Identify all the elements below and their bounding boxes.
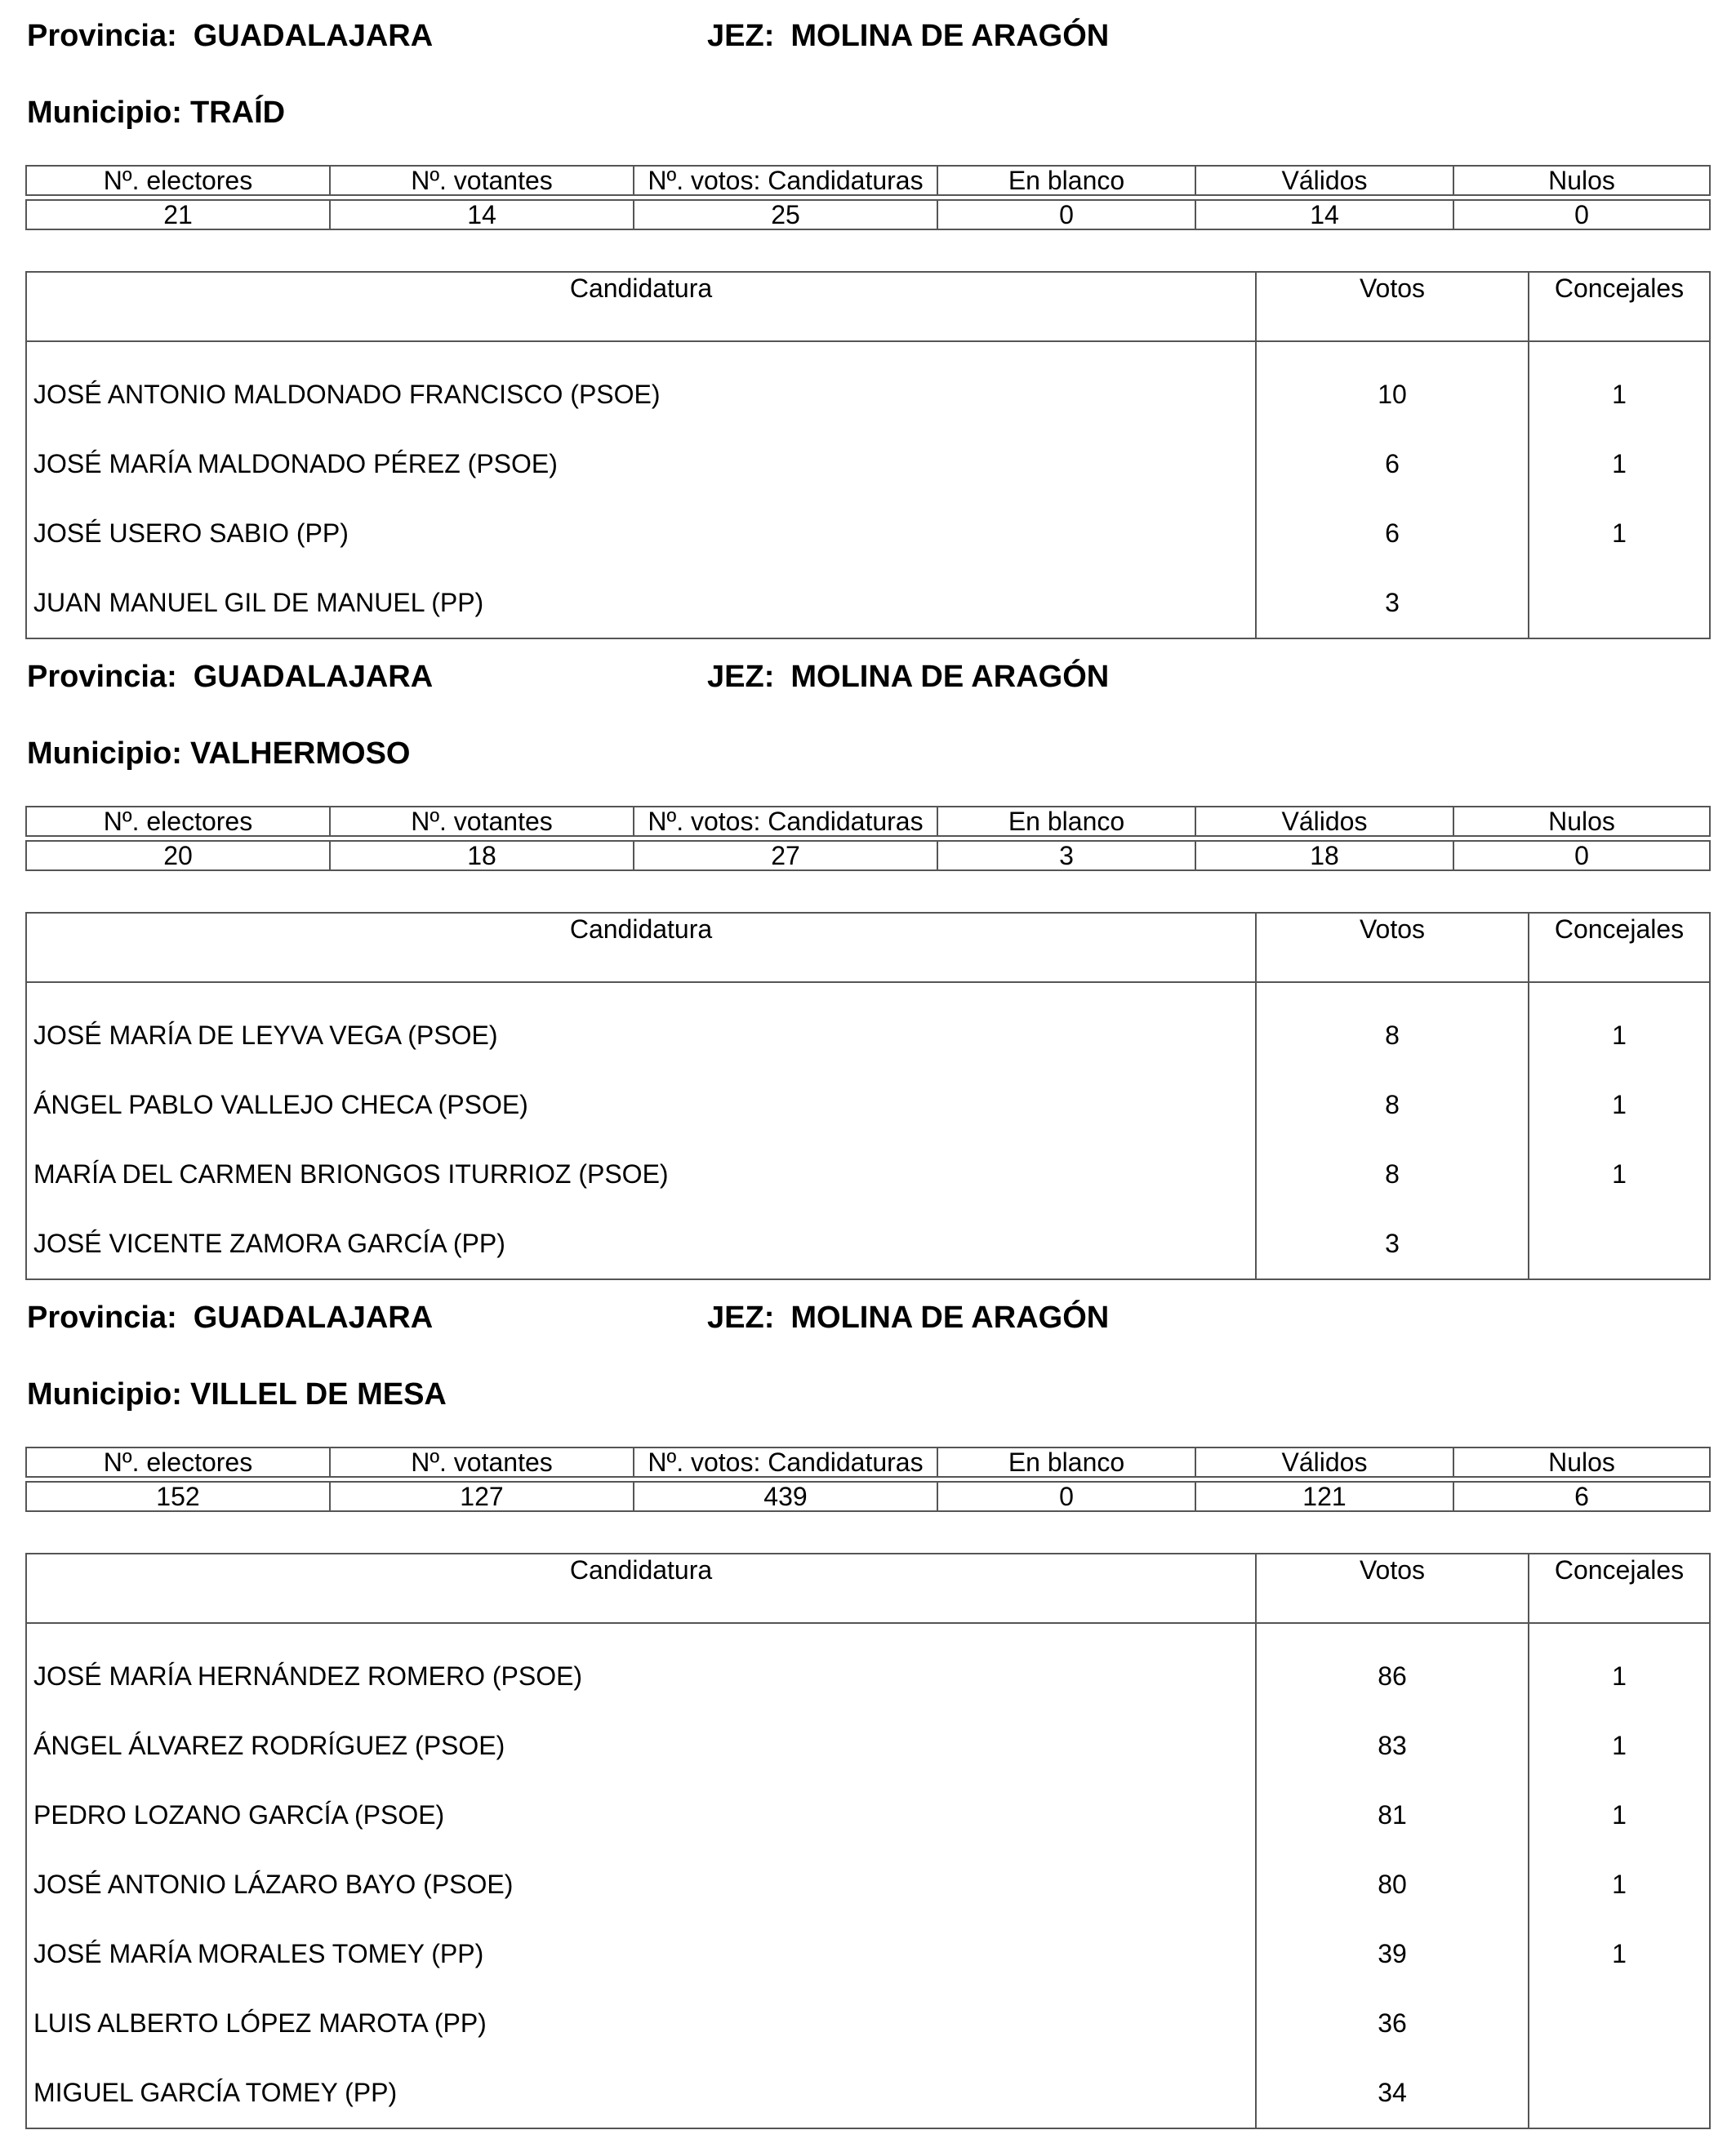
candidates-header-cell: Concejales xyxy=(1529,272,1710,341)
candidate-votos: 80 xyxy=(1256,1850,1529,1919)
candidate-row xyxy=(26,1623,1710,1711)
municipio-heading xyxy=(27,95,285,131)
jez-value: MOLINA DE ARAGÓN xyxy=(790,19,1110,53)
stats-value-cell: 27 xyxy=(634,841,937,870)
stats-header-cell: Nº. electores xyxy=(26,807,330,836)
municipio-label: Municipio: xyxy=(27,96,182,130)
stats-header-row xyxy=(26,807,1710,836)
candidate-row xyxy=(26,1781,1710,1850)
candidates-header-cell: Votos xyxy=(1256,272,1529,341)
stats-header-cell: Válidos xyxy=(1195,807,1453,836)
candidate-name: JOSÉ ANTONIO LÁZARO BAYO (PSOE) xyxy=(26,1850,1256,1919)
candidate-concejales xyxy=(1529,568,1710,638)
candidate-row xyxy=(26,1711,1710,1781)
stats-header-cell: Válidos xyxy=(1195,1447,1453,1477)
candidate-row xyxy=(26,1850,1710,1919)
jez-heading xyxy=(707,1300,1109,1336)
candidate-row xyxy=(26,429,1710,499)
stats-value-cell: 121 xyxy=(1195,1482,1453,1511)
candidate-row xyxy=(26,2058,1710,2128)
candidate-name: ÁNGEL PABLO VALLEJO CHECA (PSOE) xyxy=(26,1070,1256,1140)
candidate-votos: 8 xyxy=(1256,982,1529,1070)
candidate-name: JOSÉ MARÍA MALDONADO PÉREZ (PSOE) xyxy=(26,429,1256,499)
stats-value-cell: 20 xyxy=(26,841,330,870)
candidates-header-row xyxy=(26,1554,1710,1623)
candidate-row xyxy=(26,1209,1710,1279)
stats-header-cell: Nulos xyxy=(1453,807,1710,836)
candidate-concejales: 1 xyxy=(1529,1850,1710,1919)
provincia-label: Provincia: xyxy=(27,660,177,694)
stats-header-cell: Nº. electores xyxy=(26,1447,330,1477)
stats-header-row xyxy=(26,166,1710,195)
candidate-votos: 83 xyxy=(1256,1711,1529,1781)
stats-header-cell: En blanco xyxy=(937,807,1195,836)
provincia-value: GUADALAJARA xyxy=(193,660,434,694)
candidate-concejales: 1 xyxy=(1529,1070,1710,1140)
candidate-name: JOSÉ MARÍA HERNÁNDEZ ROMERO (PSOE) xyxy=(26,1623,1256,1711)
candidate-row xyxy=(26,341,1710,429)
candidate-name: JOSÉ MARÍA MORALES TOMEY (PP) xyxy=(26,1919,1256,1989)
provincia-label: Provincia: xyxy=(27,1301,177,1335)
candidates-header-row xyxy=(26,913,1710,982)
jez-label: JEZ: xyxy=(707,19,775,53)
candidate-votos: 10 xyxy=(1256,341,1529,429)
stats-header-row xyxy=(26,1447,1710,1477)
candidate-row xyxy=(26,982,1710,1070)
stats-value-cell: 18 xyxy=(1195,841,1453,870)
provincia-label: Provincia: xyxy=(27,19,177,53)
stats-header-cell: Nº. votantes xyxy=(330,166,634,195)
stats-value-cell: 14 xyxy=(330,200,634,229)
candidate-name: JOSÉ MARÍA DE LEYVA VEGA (PSOE) xyxy=(26,982,1256,1070)
municipio-value: TRAÍD xyxy=(189,96,286,130)
candidate-concejales: 1 xyxy=(1529,1711,1710,1781)
candidate-concejales: 1 xyxy=(1529,982,1710,1070)
candidate-row xyxy=(26,1919,1710,1989)
candidate-name: ÁNGEL ÁLVAREZ RODRÍGUEZ (PSOE) xyxy=(26,1711,1256,1781)
stats-header-cell: Nulos xyxy=(1453,166,1710,195)
stats-value-cell: 152 xyxy=(26,1482,330,1511)
stats-header-cell: Válidos xyxy=(1195,166,1453,195)
candidates-header-cell: Candidatura xyxy=(26,272,1256,341)
candidate-row xyxy=(26,1989,1710,2058)
stats-value-cell: 0 xyxy=(1453,841,1710,870)
candidate-votos: 3 xyxy=(1256,568,1529,638)
candidate-votos: 8 xyxy=(1256,1140,1529,1209)
municipio-label: Municipio: xyxy=(27,1377,182,1412)
candidate-name: MIGUEL GARCÍA TOMEY (PP) xyxy=(26,2058,1256,2128)
stats-value-cell: 0 xyxy=(937,1482,1195,1511)
candidates-header-cell: Candidatura xyxy=(26,913,1256,982)
stats-table xyxy=(25,165,1711,230)
candidate-concejales: 1 xyxy=(1529,341,1710,429)
jez-label: JEZ: xyxy=(707,1301,775,1335)
candidate-concejales xyxy=(1529,2058,1710,2128)
stats-value-cell: 0 xyxy=(1453,200,1710,229)
candidate-votos: 8 xyxy=(1256,1070,1529,1140)
candidate-concejales: 1 xyxy=(1529,1781,1710,1850)
provincia-value: GUADALAJARA xyxy=(193,1301,434,1335)
municipio-heading xyxy=(27,1376,447,1412)
candidate-name: JOSÉ VICENTE ZAMORA GARCÍA (PP) xyxy=(26,1209,1256,1279)
stats-value-row xyxy=(26,841,1710,870)
candidate-row xyxy=(26,568,1710,638)
candidates-header-cell: Votos xyxy=(1256,913,1529,982)
jez-heading xyxy=(707,18,1109,54)
candidate-name: MARÍA DEL CARMEN BRIONGOS ITURRIOZ (PSOE) xyxy=(26,1140,1256,1209)
candidate-concejales xyxy=(1529,1989,1710,2058)
jez-heading xyxy=(707,659,1109,695)
provincia-heading xyxy=(27,18,433,54)
stats-value-row xyxy=(26,1482,1710,1511)
candidate-concejales: 1 xyxy=(1529,499,1710,568)
stats-header-cell: En blanco xyxy=(937,166,1195,195)
stats-table xyxy=(25,806,1711,871)
jez-value: MOLINA DE ARAGÓN xyxy=(790,1301,1110,1335)
candidate-name: JUAN MANUEL GIL DE MANUEL (PP) xyxy=(26,568,1256,638)
stats-value-cell: 21 xyxy=(26,200,330,229)
stats-header-cell: Nº. electores xyxy=(26,166,330,195)
candidates-header-cell: Concejales xyxy=(1529,913,1710,982)
stats-header-cell: Nº. votantes xyxy=(330,807,634,836)
stats-value-cell: 3 xyxy=(937,841,1195,870)
candidate-name: PEDRO LOZANO GARCÍA (PSOE) xyxy=(26,1781,1256,1850)
stats-header-cell: En blanco xyxy=(937,1447,1195,1477)
candidate-concejales: 1 xyxy=(1529,1919,1710,1989)
municipio-label: Municipio: xyxy=(27,736,182,771)
municipio-heading xyxy=(27,736,411,772)
municipio-value: VALHERMOSO xyxy=(189,736,411,771)
candidate-row xyxy=(26,1070,1710,1140)
candidate-votos: 6 xyxy=(1256,499,1529,568)
candidates-header-cell: Candidatura xyxy=(26,1554,1256,1623)
provincia-value: GUADALAJARA xyxy=(193,19,434,53)
stats-header-cell: Nulos xyxy=(1453,1447,1710,1477)
stats-header-cell: Nº. votos: Candidaturas xyxy=(634,807,937,836)
candidate-votos: 36 xyxy=(1256,1989,1529,2058)
stats-value-cell: 18 xyxy=(330,841,634,870)
candidate-votos: 81 xyxy=(1256,1781,1529,1850)
stats-header-cell: Nº. votos: Candidaturas xyxy=(634,1447,937,1477)
candidate-votos: 39 xyxy=(1256,1919,1529,1989)
candidate-name: JOSÉ ANTONIO MALDONADO FRANCISCO (PSOE) xyxy=(26,341,1256,429)
candidate-concejales xyxy=(1529,1209,1710,1279)
stats-value-cell: 14 xyxy=(1195,200,1453,229)
candidate-name: JOSÉ USERO SABIO (PP) xyxy=(26,499,1256,568)
candidates-table xyxy=(25,1553,1711,2129)
candidate-name: LUIS ALBERTO LÓPEZ MAROTA (PP) xyxy=(26,1989,1256,2058)
candidate-concejales: 1 xyxy=(1529,429,1710,499)
stats-value-cell: 0 xyxy=(937,200,1195,229)
candidates-table xyxy=(25,912,1711,1280)
candidate-concejales: 1 xyxy=(1529,1140,1710,1209)
candidates-header-cell: Votos xyxy=(1256,1554,1529,1623)
stats-table xyxy=(25,1447,1711,1512)
candidates-header-cell: Concejales xyxy=(1529,1554,1710,1623)
candidates-header-row xyxy=(26,272,1710,341)
stats-value-cell: 127 xyxy=(330,1482,634,1511)
candidates-table xyxy=(25,271,1711,639)
jez-label: JEZ: xyxy=(707,660,775,694)
stats-header-cell: Nº. votos: Candidaturas xyxy=(634,166,937,195)
provincia-heading xyxy=(27,659,433,695)
candidate-votos: 6 xyxy=(1256,429,1529,499)
stats-value-cell: 439 xyxy=(634,1482,937,1511)
jez-value: MOLINA DE ARAGÓN xyxy=(790,660,1110,694)
provincia-heading xyxy=(27,1300,433,1336)
stats-value-cell: 25 xyxy=(634,200,937,229)
stats-header-cell: Nº. votantes xyxy=(330,1447,634,1477)
candidate-votos: 86 xyxy=(1256,1623,1529,1711)
municipio-value: VILLEL DE MESA xyxy=(189,1377,447,1412)
candidate-votos: 34 xyxy=(1256,2058,1529,2128)
stats-value-cell: 6 xyxy=(1453,1482,1710,1511)
candidate-row xyxy=(26,1140,1710,1209)
candidate-votos: 3 xyxy=(1256,1209,1529,1279)
stats-value-row xyxy=(26,200,1710,229)
candidate-concejales: 1 xyxy=(1529,1623,1710,1711)
candidate-row xyxy=(26,499,1710,568)
